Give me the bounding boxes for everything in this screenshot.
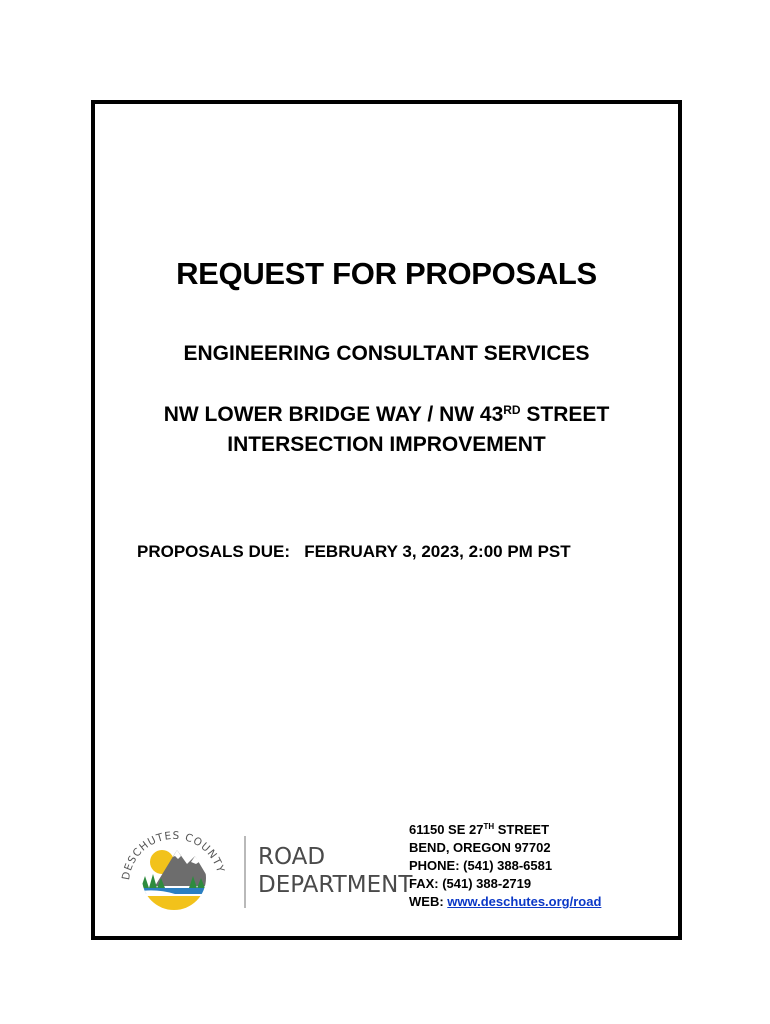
address-phone: PHONE: (541) 388-6581 <box>409 858 553 873</box>
web-label: WEB: <box>409 894 448 909</box>
document-border <box>91 100 682 940</box>
website-link[interactable]: www.deschutes.org/road <box>447 894 602 909</box>
logo-department-text: DEPARTMENT <box>258 872 413 898</box>
project-line-1-street: STREET <box>520 403 610 426</box>
street-suffix: STREET <box>494 822 550 837</box>
road-department-logo <box>115 816 413 916</box>
project-line-1 <box>95 400 678 430</box>
logo-road-text: ROAD <box>258 844 326 870</box>
street-ordinal: TH <box>483 822 495 831</box>
address-web <box>409 893 601 911</box>
due-date: FEBRUARY 3, 2023, 2:00 PM PST <box>304 542 571 561</box>
document-title: REQUEST FOR PROPOSALS <box>176 256 597 291</box>
address-city: BEND, OREGON 97702 <box>409 840 551 855</box>
address-street <box>409 821 601 839</box>
document-subtitle: ENGINEERING CONSULTANT SERVICES <box>183 342 590 365</box>
project-line-2: INTERSECTION IMPROVEMENT <box>227 433 546 456</box>
proposals-due <box>137 542 571 562</box>
address-fax: FAX: (541) 388-2719 <box>409 876 532 891</box>
due-label: PROPOSALS DUE: <box>137 542 291 561</box>
logo-divider <box>244 836 246 908</box>
project-line-1-text: NW LOWER BRIDGE WAY / NW 43 <box>163 403 504 426</box>
contact-address <box>409 821 601 911</box>
street-number: 61150 SE 27 <box>409 822 484 837</box>
county-seal-icon <box>115 816 235 916</box>
seal-arc-text: DESCHUTES COUNTY <box>120 829 227 881</box>
project-name <box>95 400 678 460</box>
ordinal-suffix: RD <box>503 403 521 417</box>
